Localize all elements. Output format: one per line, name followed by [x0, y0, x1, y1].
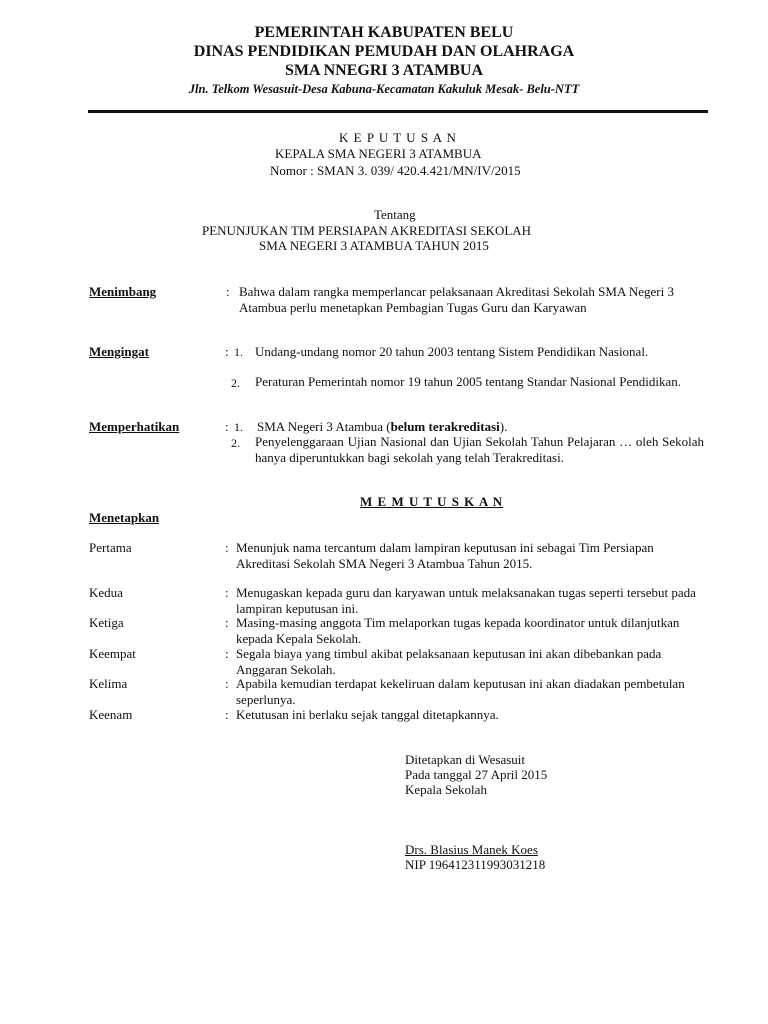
clause-text: Ketutusan ini berlaku sejak tanggal ditetapkannya. [236, 707, 499, 722]
signature-position: Kepala Sekolah [405, 782, 487, 797]
clause-text: Segala biaya yang timbul akibat pelaksanaan keputusan ini akan dibebankan pada Anggaran Sekolah. [236, 646, 662, 677]
mengingat-colon: : [225, 344, 229, 359]
signature-date: Pada tanggal 27 April 2015 [405, 767, 548, 782]
memperhatikan-item-1 [257, 419, 507, 435]
subject-line1: PENUNJUKAN TIM PERSIAPAN AKREDITASI SEKOLAH [202, 223, 532, 238]
clause-label: Pertama [89, 540, 132, 555]
signature-place: Ditetapkan di Wesasuit [405, 752, 526, 767]
clause-colon: : [225, 646, 229, 661]
memperhatikan-colon: : [225, 419, 229, 434]
clause-colon: : [225, 540, 229, 555]
clause-colon: : [225, 585, 229, 600]
decree-number: Nomor : SMAN 3. 039/ 420.4.421/MN/IV/2015 [270, 163, 521, 178]
clause-colon: : [225, 707, 229, 722]
menimbang-text: Bahwa dalam rangka memperlancar pelaksanaan Akreditasi Sekolah SMA Negeri 3 Atambua perlu menetapkan Pembagian Tugas Guru dan Karyawan [239, 284, 674, 315]
decision-heading: M E M U T U S K A N [360, 494, 504, 509]
memperhatikan-label: Memperhatikan [89, 419, 180, 434]
subject-about: Tentang [374, 207, 416, 222]
mengingat-item-number: 2. [231, 376, 240, 390]
accreditation-status: belum terakreditasi [390, 419, 500, 434]
clause-text: Masing-masing anggota Tim melaporkan tugas kepada koordinator untuk dilanjutkan kepada Kepala Sekolah. [236, 615, 680, 646]
clause-colon: : [225, 676, 229, 691]
clause-text: Menunjuk nama tercantum dalam lampiran keputusan ini sebagai Tim Persiapan Akreditasi Sekolah SMA Negeri 3 Atambua Tahun 2015. [236, 540, 654, 571]
clause-text: Menugaskan kepada guru dan karyawan untuk melaksanakan tugas seperti tersebut pada lampiran keputusan ini. [236, 585, 696, 616]
memperhatikan-item-2: Penyelenggaraan Ujian Nasional dan Ujian Sekolah Tahun Pelajaran … oleh Sekolah hanya diperuntukkan bagi sekolah yang telah Terakreditasi. [255, 434, 704, 465]
menetapkan-label: Menetapkan [89, 510, 160, 525]
letterhead-line3: SMA NNEGRI 3 ATAMBUA [284, 62, 484, 79]
memperhatikan-item-1-end: ). [499, 419, 508, 434]
menimbang-colon: : [226, 284, 230, 299]
mengingat-label: Mengingat [89, 344, 149, 359]
clause-label: Keempat [89, 646, 136, 661]
letterhead-divider [88, 110, 708, 113]
memperhatikan-item-number: 1. [234, 420, 243, 434]
signatory-nip: NIP 196412311993031218 [405, 857, 546, 872]
mengingat-item-number: 1. [234, 345, 243, 359]
letterhead-address: Jln. Telkom Wesasuit-Desa Kabuna-Kecamatan Kakuluk Mesak- Belu-NTT [188, 82, 580, 96]
clause-label: Kedua [89, 585, 123, 600]
decree-issuer: KEPALA SMA NEGERI 3 ATAMBUA [275, 146, 482, 161]
menimbang-label: Menimbang [89, 284, 157, 299]
clause-label: Keenam [89, 707, 133, 722]
subject-line2: SMA NEGERI 3 ATAMBUA TAHUN 2015 [259, 238, 489, 253]
clause-label: Kelima [89, 676, 128, 691]
memperhatikan-item-1-text: SMA Negeri 3 Atambua ( [257, 419, 391, 434]
mengingat-item-text: Peraturan Pemerintah nomor 19 tahun 2005 tentang Standar Nasional Pendidikan. [255, 374, 682, 389]
letterhead-line2: DINAS PENDIDIKAN PEMUDAH DAN OLAHRAGA [193, 43, 575, 60]
signatory-name: Drs. Blasius Manek Koes [405, 842, 538, 857]
clause-text: Apabila kemudian terdapat kekeliruan dalam keputusan ini akan diadakan pembetulan seperlunya. [236, 676, 685, 707]
letterhead-line1: PEMERINTAH KABUPATEN BELU [254, 24, 514, 41]
decree-title: K E P U T U S A N [339, 130, 457, 145]
clause-colon: : [225, 615, 229, 630]
clause-label: Ketiga [89, 615, 124, 630]
mengingat-item-text: Undang-undang nomor 20 tahun 2003 tentang Sistem Pendidikan Nasional. [255, 344, 649, 359]
memperhatikan-item-number: 2. [231, 436, 240, 450]
